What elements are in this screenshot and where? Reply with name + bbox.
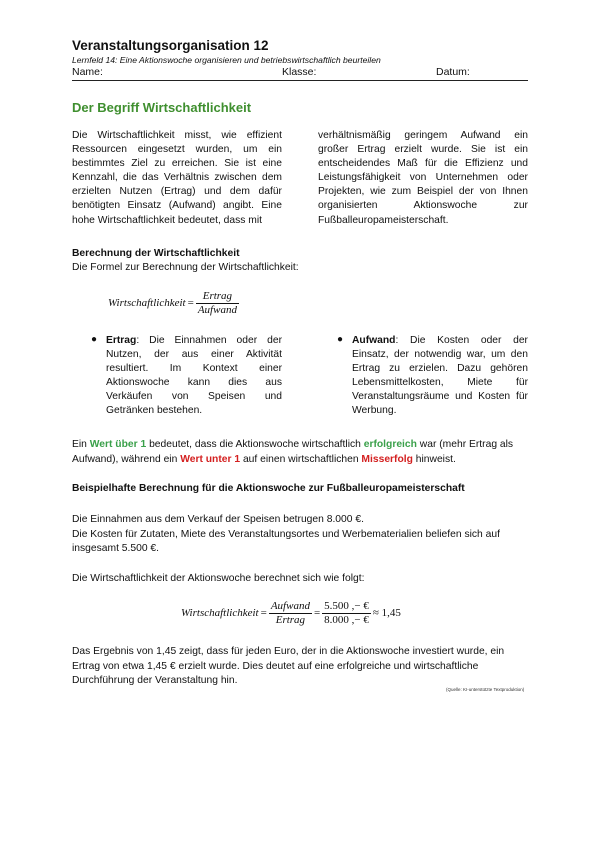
example-figures	[72, 513, 532, 557]
example-revenue-line: Die Einnahmen aus dem Verkauf der Speisen betrugen 8.000 €.	[72, 514, 364, 525]
example-costs-line: Die Kosten für Zutaten, Miete des Veranstaltungsortes und Werbematerialien beliefen sich auf insgesamt 5.500 €.	[72, 528, 500, 555]
document-subtitle: Lernfeld 14: Eine Aktionswoche organisieren und betriebswirtschaftlich beurteilen	[72, 55, 381, 65]
intro-column-right: verhältnismäßig geringem Aufwand ein großer Ertrag erzielt wurde. Sie ist ein entscheidendes Maß für die Effizienz und Leistungsfähigkeit von Unternehmen oder Projekten, wie zum Beispiel der von Ihnen organisierten Aktionswoche zur Fußballeuropameisterschaft.	[318, 130, 528, 226]
formula-denominator: Ertrag	[275, 614, 306, 626]
formula-lhs: Wirtschaftlichkeit	[108, 297, 186, 310]
bullet-term: Ertrag	[106, 335, 137, 346]
date-label: Datum:	[436, 66, 470, 78]
highlight-under-one: Wert unter 1	[180, 453, 241, 465]
formula-denominator: 8.000 ,− €	[324, 614, 369, 626]
formula-numerator: 5.500 ,− €	[324, 600, 369, 612]
bullet-text: : Die Einnahmen oder der Nutzen, der aus einer Aktivität resultiert. Im Kontext einer Aktionswoche kann dies aus Verkäufen von Speisen und Getränken bestehen.	[106, 335, 282, 417]
formula-example	[181, 600, 403, 627]
example-calc-intro: Die Wirtschaftlichkeit der Aktionswoche berechnet sich wie folgt:	[72, 573, 365, 584]
class-label: Klasse:	[282, 66, 317, 78]
highlight-failure: Misserfolg	[361, 453, 413, 465]
formula-lhs: Wirtschaftlichkeit	[181, 607, 259, 620]
bullet-dot: ●	[337, 334, 344, 345]
source-note: (Quelle: KI-unterstützte Textproduktion)	[446, 687, 525, 692]
highlight-success: erfolgreich	[363, 439, 417, 450]
summary-text: war (mehr Ertrag als Aufwand), während ein	[72, 439, 514, 465]
formula-fraction-numeric	[322, 600, 371, 627]
example-result-paragraph: Das Ergebnis von 1,45 zeigt, dass für jeden Euro, der in die Aktionswoche investiert wurde, ein Ertrag von etwa 1,45 € erzielt wurde. Dies deutet auf eine erfolgreiche und wirtschaftliche Durchführung der Veranstaltung hin.	[72, 646, 505, 687]
calculation-intro: Die Formel zur Berechnung der Wirtschaftlichkeit:	[72, 262, 299, 273]
formula-denominator: Aufwand	[197, 304, 237, 316]
formula-equals: =	[260, 607, 267, 620]
name-label: Name:	[72, 66, 103, 78]
highlight-over-one: Wert über 1	[89, 439, 147, 450]
bullet-term: Aufwand	[352, 335, 396, 346]
summary-paragraph	[72, 438, 528, 467]
bullet-text: : Die Kosten oder der Einsatz, der notwendig war, um den Ertrag zu erzielen. Dazu gehören Lebensmittelkosten, Miete für Veranstaltungsräume und Kosten für Werbung.	[352, 335, 528, 417]
formula-definition	[108, 290, 239, 317]
section-title: Der Begriff Wirtschaftlichkeit	[72, 100, 252, 115]
example-heading: Beispielhafte Berechnung für die Aktionswoche zur Fußballeuropameisterschaft	[72, 483, 465, 494]
formula-fraction	[196, 290, 239, 317]
bullet-dot: ●	[91, 334, 98, 345]
summary-text: hinweist.	[412, 453, 456, 465]
formula-equals: =	[187, 297, 194, 310]
intro-column-left: Die Wirtschaftlichkeit misst, wie effizient Ressourcen eingesetzt wurden, um ein bestimmtes Ziel zu erreichen. Sie ist eine Kennzahl, die das Verhältnis zwischen dem erzielten Nutzen (Ertrag) und dem dafür benötigten Einsatz (Aufwand) angibt. Eine hohe Wirtschaftlichkeit bedeutet, dass mit	[72, 130, 282, 226]
formula-result: ≈ 1,45	[372, 607, 401, 620]
calculation-heading: Berechnung der Wirtschaftlichkeit	[72, 248, 240, 259]
document-title: Veranstaltungsorganisation 12	[72, 38, 269, 53]
formula-fraction-symbolic	[269, 600, 312, 627]
header-fields-row	[72, 66, 528, 81]
summary-text: bedeutet, dass die Aktionswoche wirtschaftlich	[146, 439, 364, 450]
bullet-ertrag	[106, 334, 282, 419]
summary-text: auf einen wirtschaftlichen	[240, 453, 362, 465]
summary-text: Ein	[72, 439, 90, 450]
bullet-aufwand	[352, 334, 528, 419]
formula-numerator: Ertrag	[196, 290, 239, 304]
formula-numerator: Aufwand	[270, 600, 310, 612]
formula-equals: =	[313, 607, 321, 620]
